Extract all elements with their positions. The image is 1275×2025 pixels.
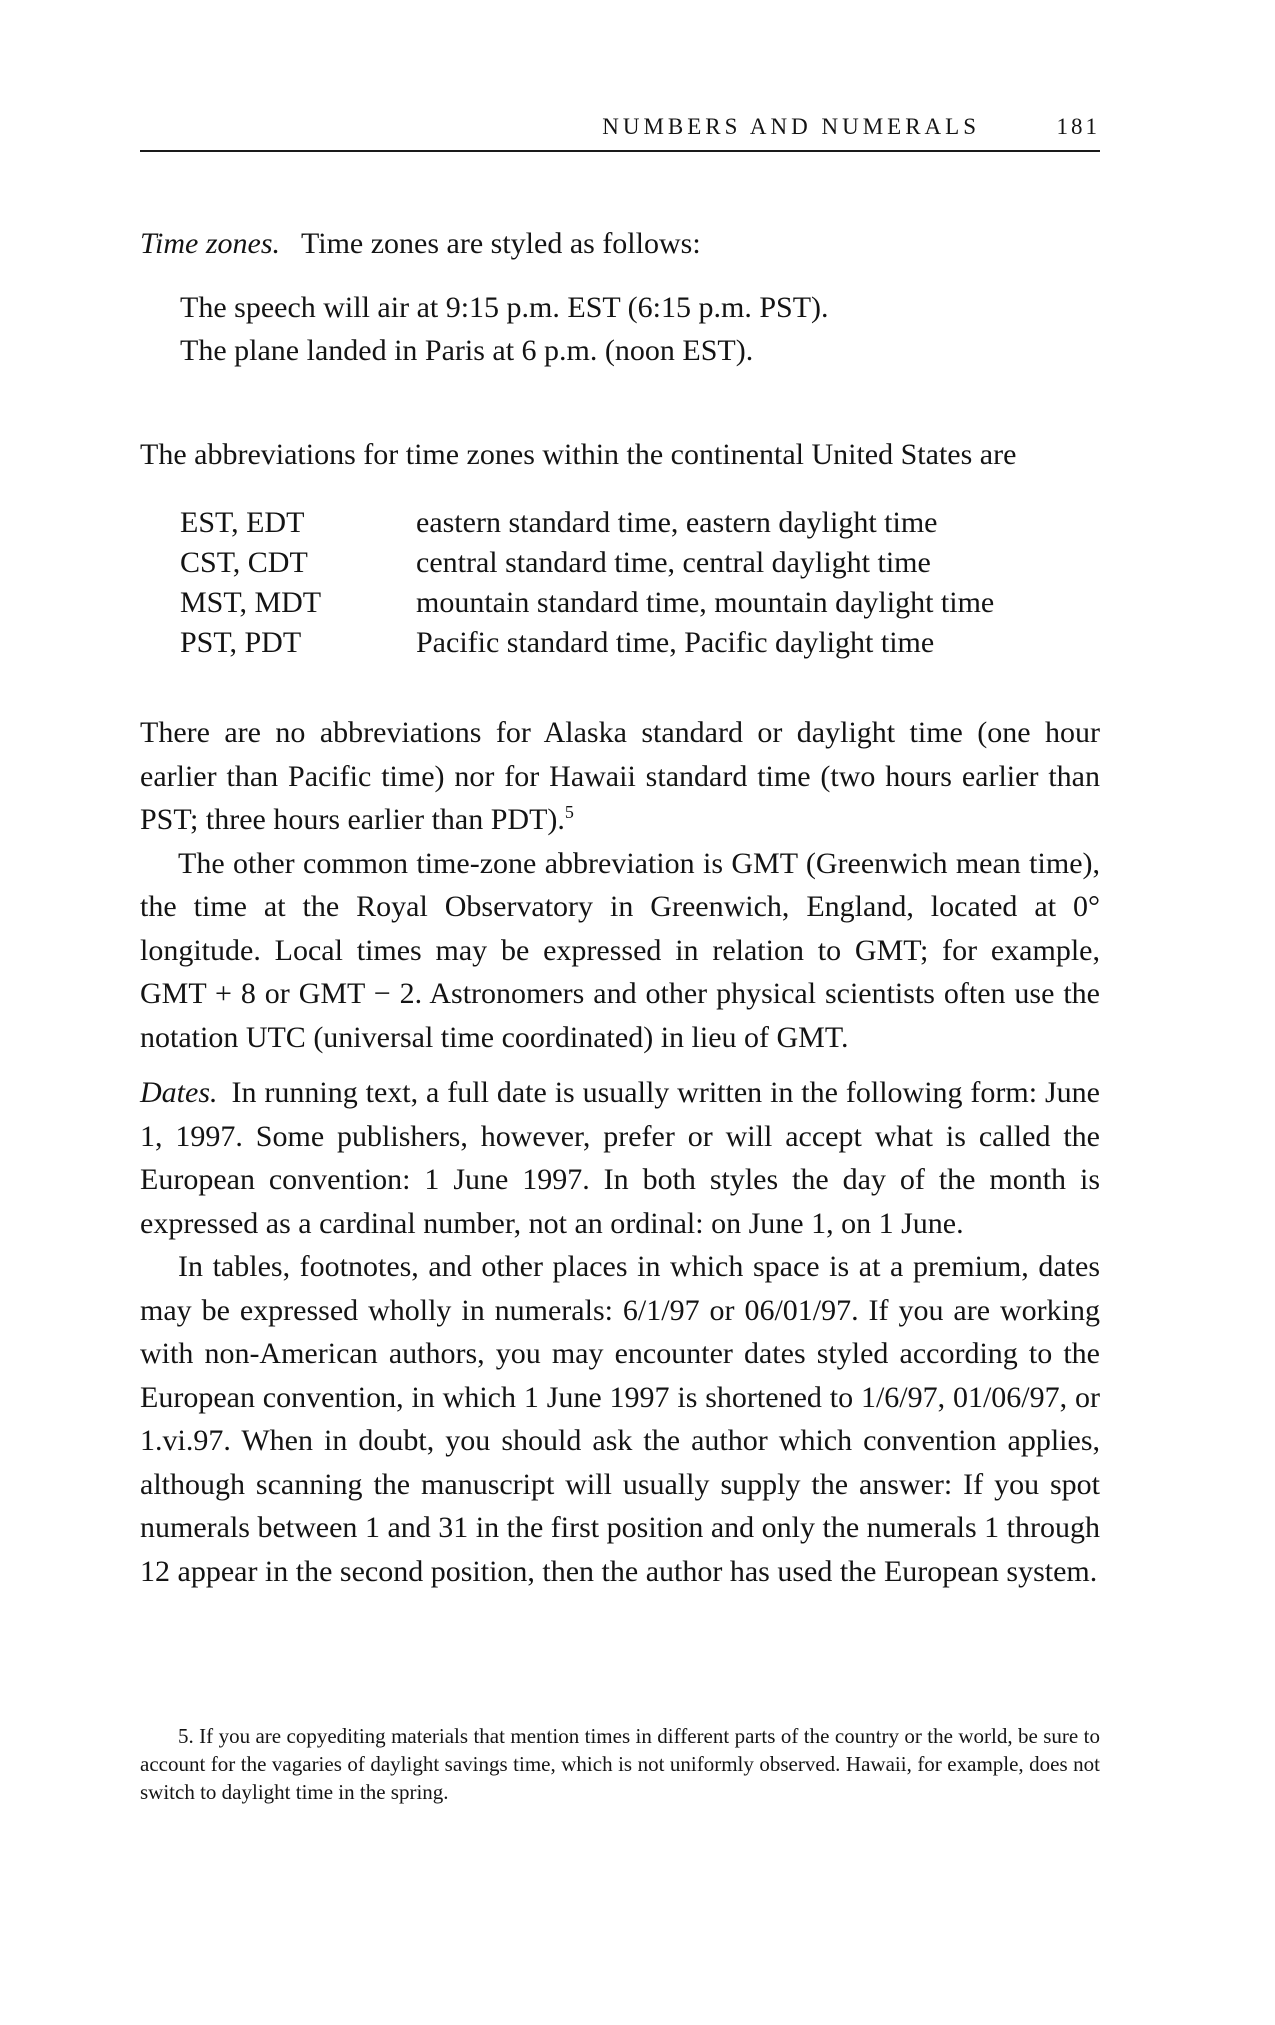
abbreviation-cell: EST, EDT [180, 506, 305, 539]
meaning-cell: central standard time, central daylight time [416, 546, 931, 579]
table-row [180, 623, 1080, 663]
paragraph-text: In running text, a full date is usually written in the following form: June 1, 1997. Some publishers, however, prefer or will accept what is called the European convention: 1 June 1997. In both styles the day of the month is expressed as a cardinal number, not an ordinal: on June 1, on 1 June. [140, 1076, 1100, 1240]
meaning-cell: Pacific standard time, Pacific daylight time [416, 626, 935, 659]
paragraph-gmt: The other common time-zone abbreviation is GMT (Greenwich mean time), the time at the Royal Observatory in Greenwich, England, located at 0° longitude. Local times may be expressed in relation to GMT; for example, GMT + 8 or GMT − 2. Astronomers and other physical scientists often use the notation UTC (universal time coordinated) in lieu of GMT. [140, 846, 1100, 1054]
time-zone-abbreviation-table [180, 503, 1080, 663]
abbreviation-cell: PST, PDT [180, 626, 302, 659]
example-line: The speech will air at 9:15 p.m. EST (6:15 p.m. PST). [180, 291, 829, 324]
paragraph-alaska-hawaii [140, 711, 1100, 842]
abbreviations-intro [140, 433, 1100, 477]
table-row [180, 543, 1080, 583]
page-number: 181 [1056, 114, 1100, 139]
footnote: 5. If you are copyediting materials that mention times in different parts of the country or the world, be sure to account for the vagaries of daylight savings time, which is not uniformly observed. Hawaii, for example, does not switch to daylight time in the spring. [140, 1724, 1100, 1804]
table-row [180, 503, 1080, 543]
time-zone-examples [180, 286, 1080, 372]
time-zones-body [140, 711, 1100, 1059]
running-head [140, 110, 1100, 152]
dates-section [140, 1071, 1100, 1593]
abbreviation-cell: MST, MDT [180, 586, 322, 619]
abbreviations-intro-text: The abbreviations for time zones within the continental United States are [140, 438, 1017, 471]
time-zones-intro [140, 222, 1100, 266]
abbreviation-cell: CST, CDT [180, 546, 308, 579]
time-zones-intro-text: Time zones are styled as follows: [300, 227, 701, 260]
time-zones-heading: Time zones. [140, 227, 281, 260]
paragraph-dates-1 [140, 1071, 1100, 1245]
meaning-cell: eastern standard time, eastern daylight time [416, 506, 938, 539]
paragraph-dates-2: In tables, footnotes, and other places in which space is at a premium, dates may be expressed wholly in numerals: 6/1/97 or 06/01/97. If you are working with non-American authors, you may encounter dates styled according to the European convention, in which 1 June 1997 is shortened to 1/6/97, 01/06/97, or 1.vi.97. When in doubt, you should ask the author which convention applies, although scanning the manuscript will usually supply the answer: If you spot numerals between 1 and 31 in the first position and only the numerals 1 through 12 appear in the second position, then the author has used the European system. [140, 1250, 1100, 1588]
example-line: The plane landed in Paris at 6 p.m. (noon EST). [180, 334, 754, 367]
meaning-cell: mountain standard time, mountain daylight time [416, 586, 995, 619]
table-row [180, 583, 1080, 623]
paragraph-text: There are no abbreviations for Alaska standard or daylight time (one hour earlier than Pacific time) nor for Hawaii standard time (two hours earlier than PST; three hours earlier than PDT). [140, 716, 1100, 836]
footnote-reference: 5 [564, 802, 574, 822]
running-head-title: NUMBERS AND NUMERALS [602, 114, 980, 139]
dates-heading: Dates. [140, 1076, 218, 1109]
